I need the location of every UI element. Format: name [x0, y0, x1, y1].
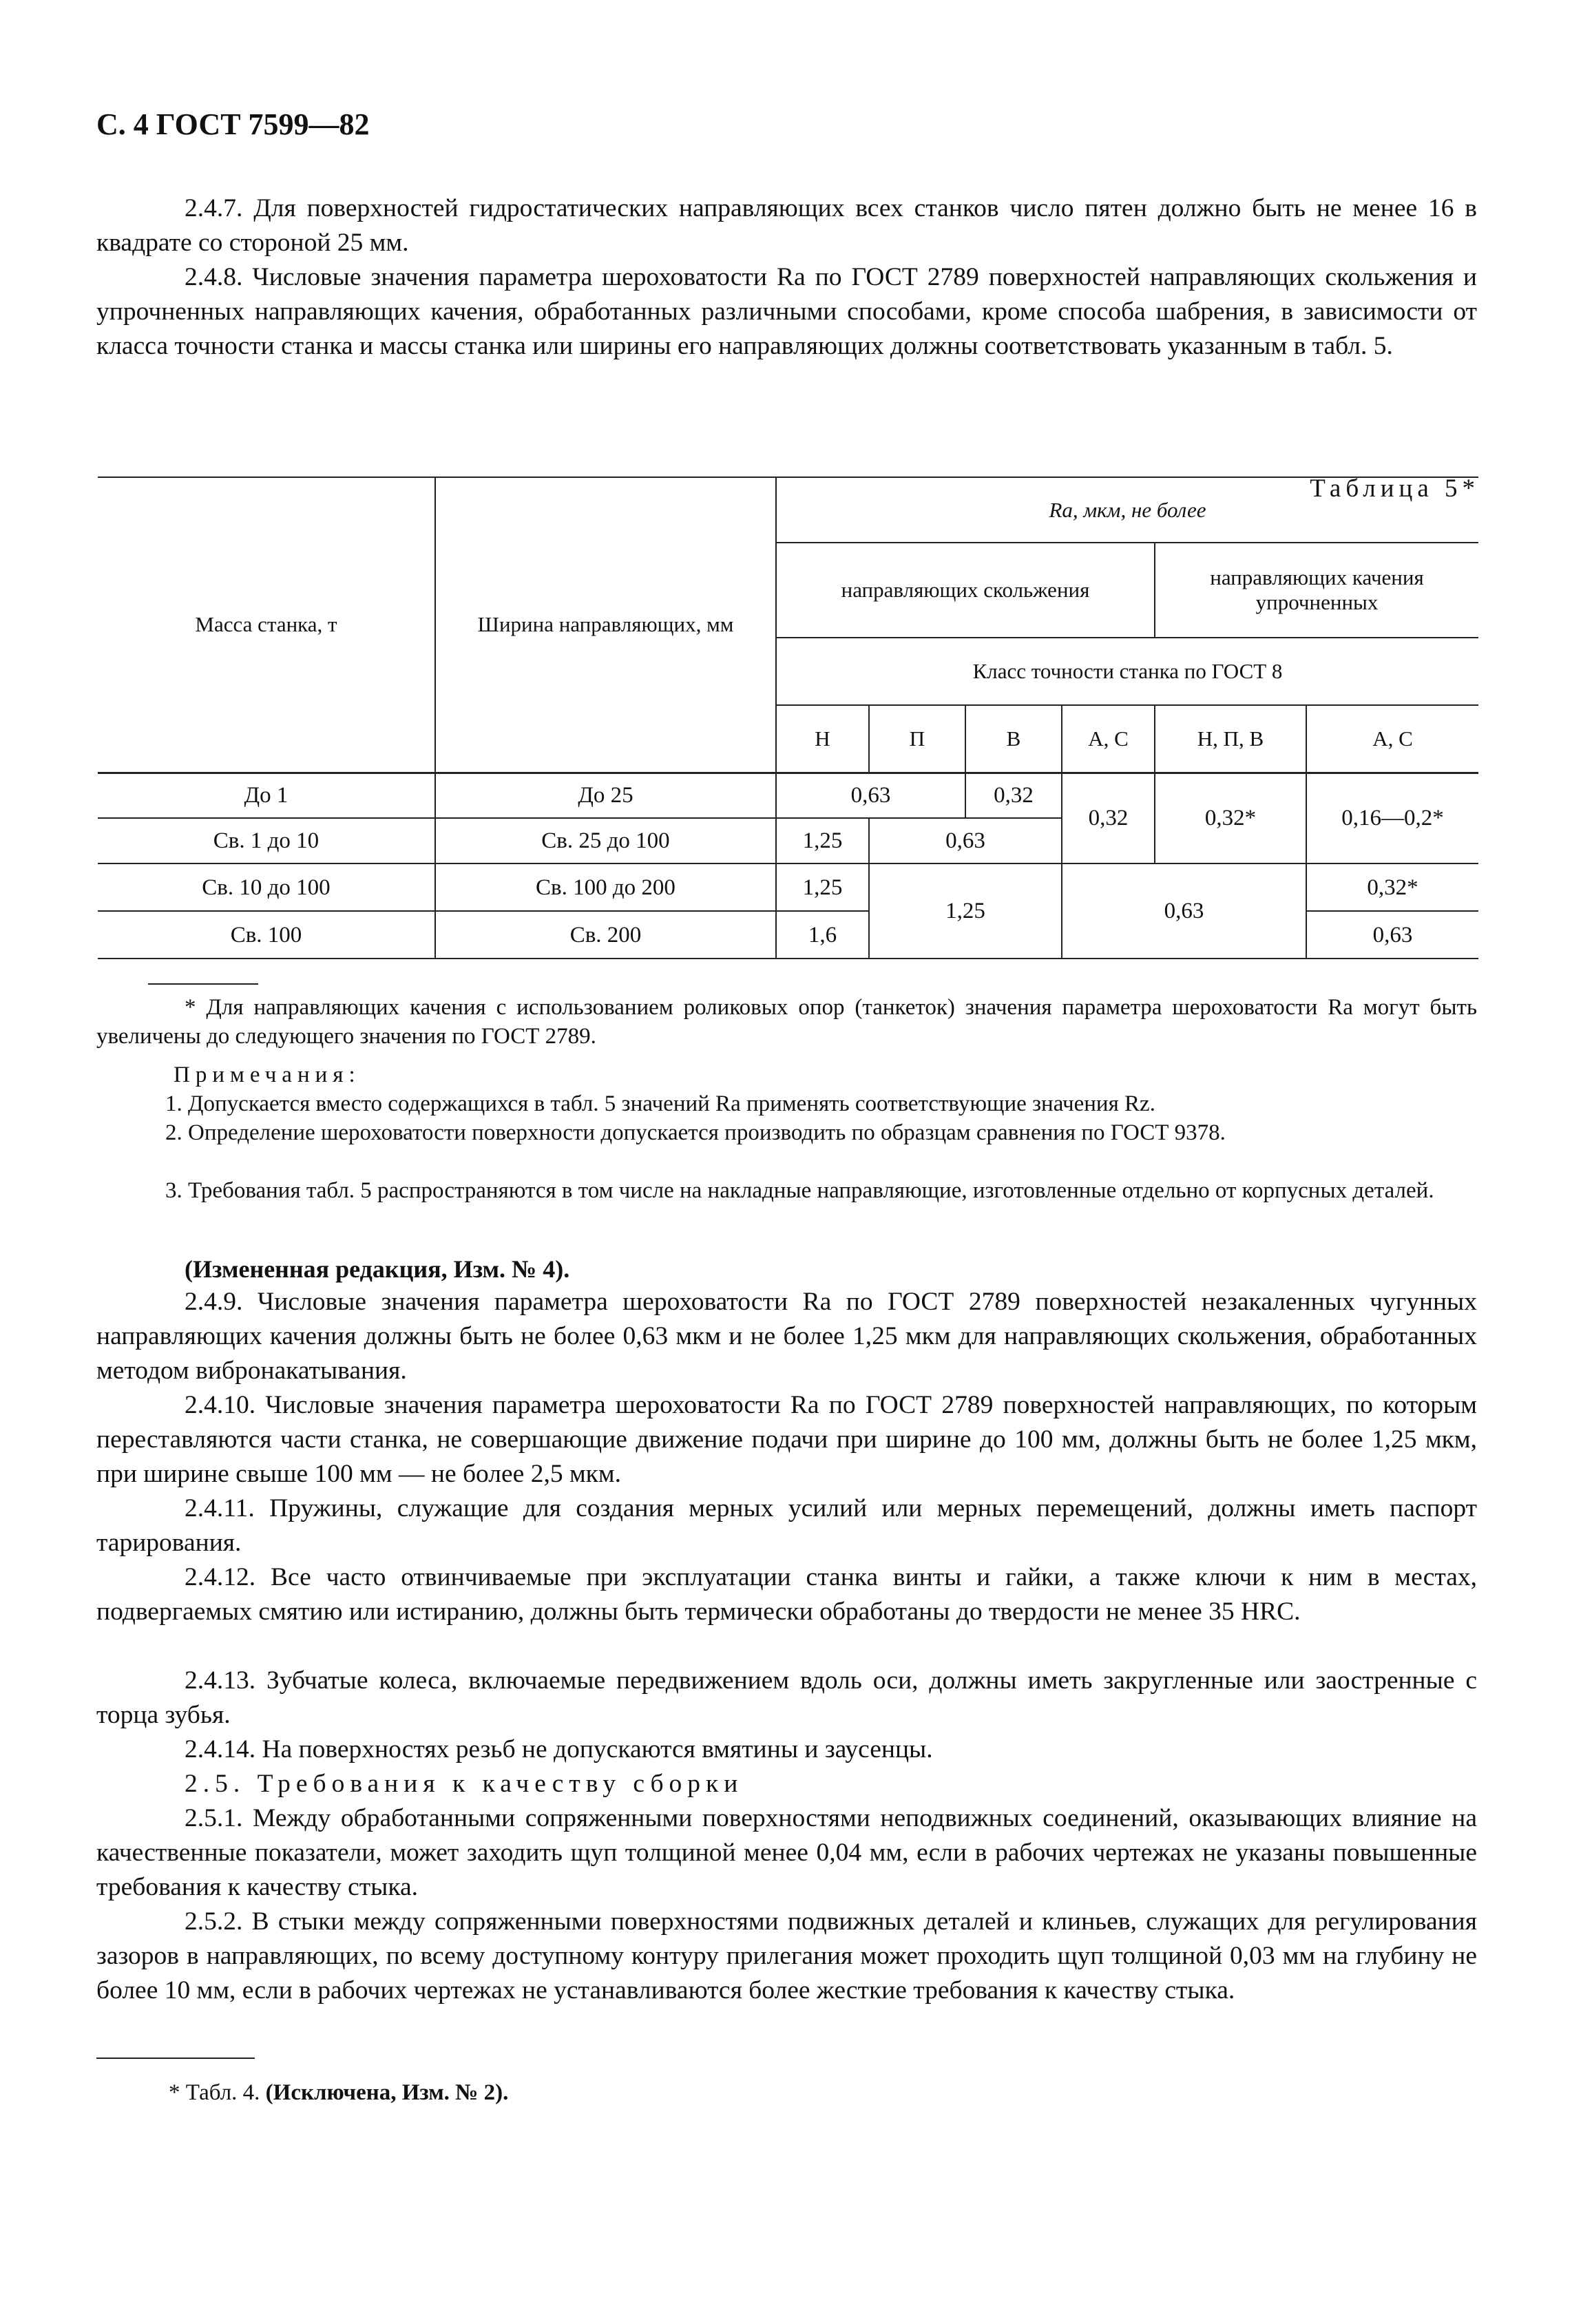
table-caption: Таблица 5*	[1310, 474, 1480, 503]
row1-v: 0,32	[965, 773, 1062, 818]
paragraph-2-4-8: 2.4.8. Числовые значения параметра шероховатости Ra по ГОСТ 2789 поверхностей направляющих скольжения и упрочненных направляющих качения, обработанных различными способами, кроме способа шабрения, в зависимости от класса точности станка и массы станка или ширины его направляющих должны соответствовать указанным в табл. 5.	[96, 263, 1477, 360]
paragraph-2-4-9: 2.4.9. Числовые значения параметра шероховатости Ra по ГОСТ 2789 поверхностей незакаленных чугунных направляющих качения должны быть не более 0,63 мкм и не более 1,25 мкм для направляющих скольжения, обработанных методом вибронакатывания.	[96, 1288, 1477, 1385]
paragraph-2-5-2: 2.5.2. В стыки между сопряженными поверхностями подвижных деталей и клиньев, служащих для регулирования зазоров в направляющих, по всему доступному контуру прилегания может проходить щуп толщиной 0,03 мм на глубину не более 10 мм, если в рабочих чертежах не устанавливаются более жесткие требования к качеству стыка.	[96, 1907, 1477, 2004]
edition-note: (Измененная редакция, Изм. № 4).	[185, 1255, 570, 1283]
row1-ac-rolling: 0,16—0,2*	[1306, 773, 1478, 863]
note-2: 2. Определение шероховатости поверхности допускается производить по образцам сравнения по ГОСТ 9378.	[165, 1120, 1226, 1145]
row3-width: Св. 100 до 200	[435, 863, 776, 911]
class-h: Н	[776, 705, 869, 773]
header-width: Ширина направляющих, мм	[435, 477, 776, 773]
row1-hpv: 0,32*	[1155, 773, 1306, 863]
page-header: С. 4 ГОСТ 7599—82	[96, 107, 370, 141]
table-footnote: * Для направляющих качения с использованием роликовых опор (танкеток) значения параметра шероховатости Ra могут быть увеличены до следующего значения по ГОСТ 2789.	[96, 995, 1477, 1049]
paragraph-2-4-10: 2.4.10. Числовые значения параметра шероховатости Ra по ГОСТ 2789 поверхностей направляющих, по которым переставляются части станка, не совершающие движение подачи при ширине до 100 мм, должны быть не более 1,25 мкм, при ширине свыше 100 мм — не более 2,5 мкм.	[96, 1391, 1477, 1488]
row2-width: Св. 25 до 100	[435, 818, 776, 863]
class-hpv: Н, П, В	[1155, 705, 1306, 773]
header-sliding: направляющих скольжения	[776, 543, 1155, 638]
row1-h-p: 0,63	[776, 773, 965, 818]
header-rolling: направляющих качения упрочненных	[1155, 543, 1478, 638]
row2-p-v: 0,63	[869, 818, 1062, 863]
class-p: П	[869, 705, 965, 773]
row3-ac-hpv: 0,63	[1062, 863, 1306, 959]
page-footnote-rule	[96, 2058, 255, 2059]
row3-ac-rolling: 0,32*	[1306, 863, 1478, 911]
header-mass: Масса станка, т	[98, 477, 435, 773]
class-ac-rolling: А, С	[1306, 705, 1478, 773]
paragraph-2-4-12: 2.4.12. Все часто отвинчиваемые при эксплуатации станка винты и гайки, а также ключи к ним в местах, подвергаемых смятию или истиранию, должны быть термически обработаны до твердости не менее 35 HRC.	[96, 1563, 1477, 1626]
row1-mass: До 1	[98, 773, 435, 818]
header-ra: Ra, мкм, не более	[776, 477, 1478, 543]
row4-h: 1,6	[776, 911, 869, 959]
page-footnote: * Табл. 4. (Исключена, Изм. № 2).	[169, 2080, 509, 2105]
table-5	[98, 477, 1478, 959]
row1-width: До 25	[435, 773, 776, 818]
row3-p-v: 1,25	[869, 863, 1062, 959]
class-ac: А, С	[1062, 705, 1155, 773]
row4-width: Св. 200	[435, 911, 776, 959]
paragraph-2-4-11: 2.4.11. Пружины, служащие для создания мерных усилий или мерных перемещений, должны иметь паспорт тарирования.	[96, 1494, 1477, 1557]
paragraph-2-4-13: 2.4.13. Зубчатые колеса, включаемые передвижением вдоль оси, должны иметь закругленные или заостренные с торца зубья.	[96, 1666, 1477, 1729]
note-1: 1. Допускается вместо содержащихся в табл. 5 значений Ra применять соответствующие значения Rz.	[165, 1091, 1155, 1116]
class-v: В	[965, 705, 1062, 773]
row2-mass: Св. 1 до 10	[98, 818, 435, 863]
paragraph-2-4-14: 2.4.14. На поверхностях резьб не допускаются вмятины и заусенцы.	[185, 1735, 933, 1763]
table-footnote-rule	[148, 983, 258, 985]
paragraph-2-5-1: 2.5.1. Между обработанными сопряженными поверхностями неподвижных соединений, оказывающих влияние на качественные показатели, может заходить щуп толщиной менее 0,04 мм, если в рабочих чертежах не указаны повышенные требования к качеству стыка.	[96, 1804, 1477, 1901]
row1-ac: 0,32	[1062, 773, 1155, 863]
row4-mass: Св. 100	[98, 911, 435, 959]
header-class: Класс точности станка по ГОСТ 8	[776, 638, 1478, 705]
notes-title: Примечания:	[174, 1062, 361, 1087]
row2-h: 1,25	[776, 818, 869, 863]
note-3: 3. Требования табл. 5 распространяются в том числе на накладные направляющие, изготовленные отдельно от корпусных деталей.	[165, 1178, 1434, 1203]
row3-mass: Св. 10 до 100	[98, 863, 435, 911]
section-2-5-heading: 2.5. Требования к качеству сборки	[185, 1770, 744, 1798]
paragraph-2-4-7: 2.4.7. Для поверхностей гидростатических направляющих всех станков число пятен должно быть не менее 16 в квадрате со стороной 25 мм.	[96, 194, 1477, 257]
row3-h: 1,25	[776, 863, 869, 911]
row4-ac-rolling: 0,63	[1306, 911, 1478, 959]
